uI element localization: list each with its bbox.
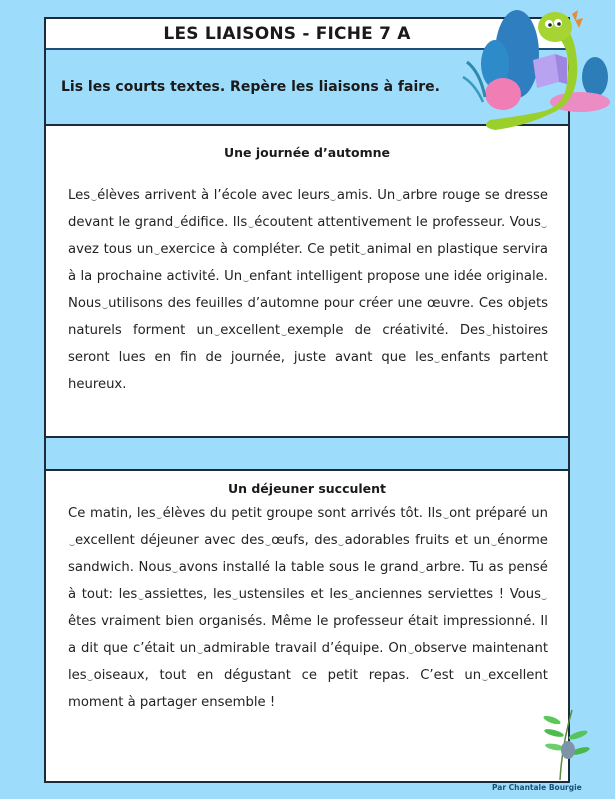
liaison-mark xyxy=(330,194,336,201)
liaison-mark xyxy=(434,356,440,363)
leaf-icon xyxy=(543,710,590,780)
story-text: Les élèves arrivent à l’école avec leurs amis. Un arbre rouge se dresse devant le grand édifice. Ils écoutent attentivement le professeur. Vousavez tous un exercice à compléter. Ce petit animal en plastique servira à la prochaine activité. Un enfant intelligent propose une idée originale. Nous utilisons des feuilles d’automne pour créer une œuvre. Ces objets naturels forment un excellent exemple de créativité. Des histoires seront lues en fin de journée, juste avant que les enfants partent heureux. xyxy=(68,188,549,392)
liaison-mark xyxy=(102,302,108,309)
liaison-mark xyxy=(69,539,75,546)
liaison-mark xyxy=(482,674,488,681)
liaison-mark xyxy=(172,566,178,573)
liaison-mark xyxy=(486,329,492,336)
story-text: Ce matin, les élèves du petit groupe sont arrivés tôt. Ils ont préparé unexcellent déjeuner avec des œufs, des adorables fruits et un énorme sandwich. Nous avons installé la table sous le grand arbre. Tu as pensé à tout: les assiettes, les ustensiles et les anciennes serviettes ! Vousêtes vraiment bien organisés. Même le professeur était impressionné. Il a dit que c’était un admirable travail d’équipe. On observe maintenant les oiseaux, tout en dégustant ce petit repas. C’est un excellent moment à partager ensemble ! xyxy=(68,506,549,710)
liaison-mark xyxy=(348,593,354,600)
liaison-mark xyxy=(156,512,162,519)
story-title: Une journée d’automne xyxy=(223,145,390,160)
plant-illustration xyxy=(540,705,590,783)
worksheet-title: LES LIAISONS - FICHE 7 A xyxy=(163,23,411,44)
liaison-mark xyxy=(396,194,402,201)
separator-band xyxy=(46,438,568,471)
liaison-mark xyxy=(248,221,254,228)
liaison-mark xyxy=(174,221,180,228)
liaison-mark xyxy=(491,539,497,546)
book-icon xyxy=(533,54,567,88)
liaison-mark xyxy=(197,647,203,654)
liaison-mark xyxy=(265,539,271,546)
liaison-mark xyxy=(243,275,249,282)
liaison-mark xyxy=(91,194,97,201)
liaison-mark xyxy=(541,593,547,600)
liaison-mark xyxy=(338,539,344,546)
story-box-1 xyxy=(46,126,568,438)
liaison-mark xyxy=(541,221,547,228)
story-box-2 xyxy=(46,471,568,781)
story-title: Un déjeuner succulent xyxy=(227,481,387,496)
liaison-mark xyxy=(360,248,366,255)
liaison-mark xyxy=(214,329,220,336)
liaison-mark xyxy=(87,674,93,681)
liaison-mark xyxy=(232,593,238,600)
liaison-mark xyxy=(419,566,425,573)
liaison-mark xyxy=(443,512,449,519)
liaison-mark xyxy=(281,329,287,336)
dinosaur-reading-illustration xyxy=(455,2,615,134)
instruction-text: Lis les courts textes. Repère les liaisons à faire. xyxy=(61,79,440,95)
author-credit: Par Chantale Bourgie xyxy=(492,783,582,792)
liaison-mark xyxy=(408,647,414,654)
liaison-mark xyxy=(154,248,160,255)
liaison-mark xyxy=(138,593,144,600)
